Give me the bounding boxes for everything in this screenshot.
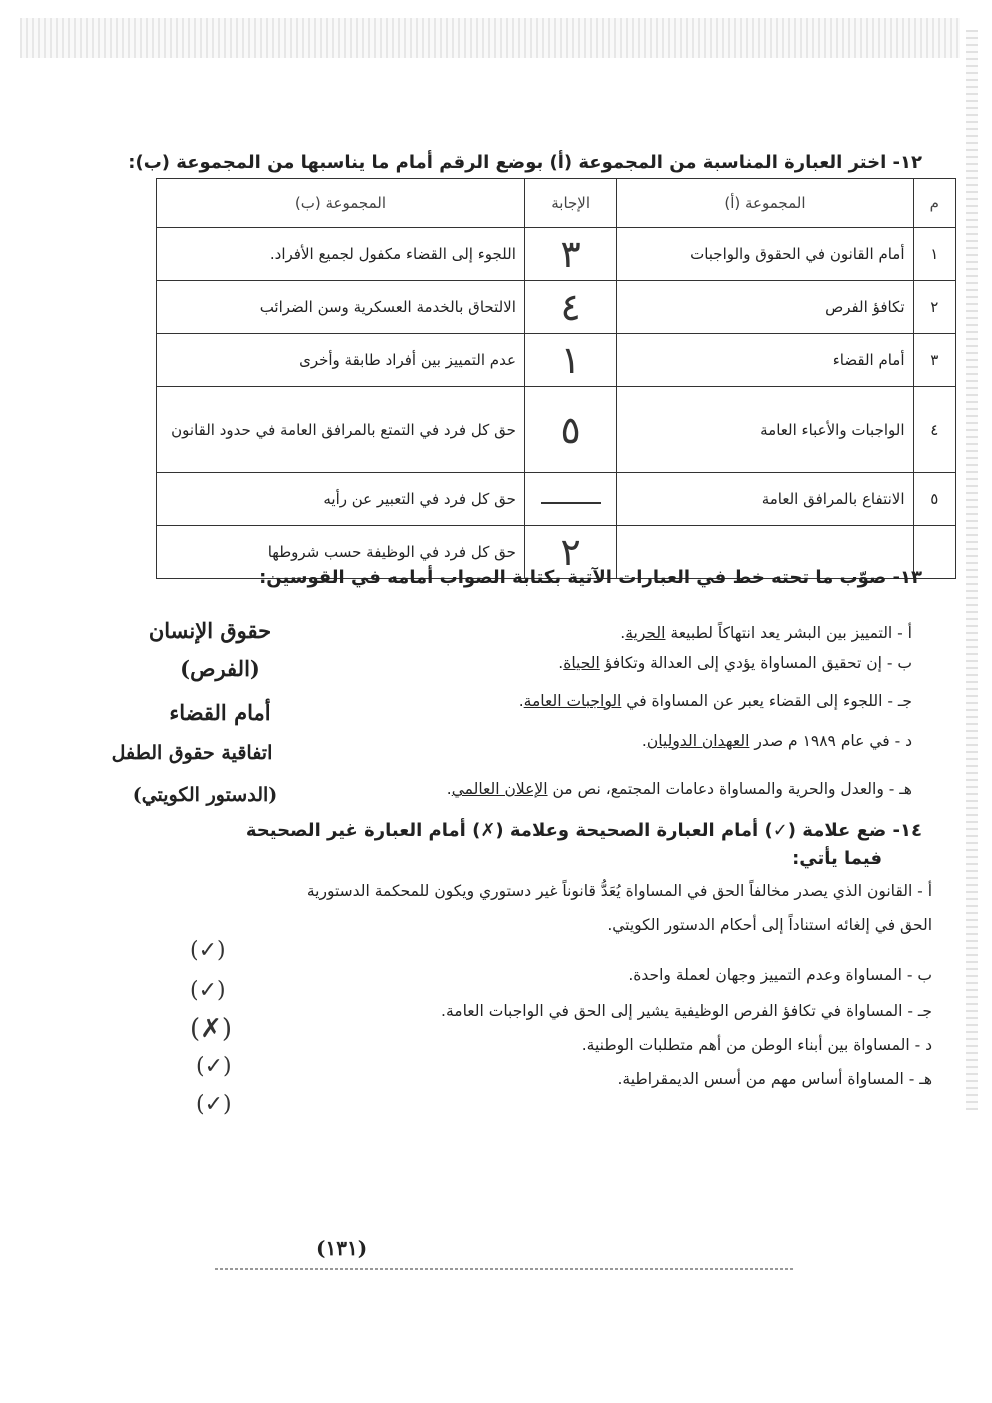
row-group-b: عدم التمييز بين أفراد طابقة وأخرى — [157, 334, 525, 387]
row-group-a: الواجبات والأعباء العامة — [617, 387, 913, 473]
row-answer: ٥ — [524, 387, 617, 473]
item-text: هـ - والعدل والحرية والمساواة دعامات المجتمع، نص من — [547, 780, 912, 798]
q14-item-e: هـ - المساواة أساس مهم من أسس الديمقراطية. — [617, 1070, 932, 1088]
table-row — [157, 228, 956, 281]
q13-item-d — [352, 730, 912, 752]
underlined-term: الواجبات العامة — [523, 692, 622, 710]
row-answer: ٤ — [524, 281, 617, 334]
handwritten-answer: أمام القضاء — [169, 700, 271, 725]
handwritten-answer: اتفاقية حقوق الطفل — [111, 742, 273, 764]
q13-title: ١٣- صوّب ما تحته خط في العبارات الآتية بكتابة الصواب أمامه في القوسين: — [259, 567, 922, 588]
item-text: د - في عام ١٩٨٩ م صدر — [749, 732, 912, 750]
check-mark-icon: (✓) — [190, 938, 226, 963]
row-num: ٤ — [913, 387, 955, 473]
row-answer: ٣ — [524, 228, 617, 281]
scan-noise-right — [966, 30, 978, 1110]
row-num: ٣ — [913, 334, 955, 387]
row-answer: ٢ — [524, 526, 617, 579]
row-group-b: حق كل فرد في التعبير عن رأيه — [157, 473, 525, 526]
header-answer: الإجابة — [524, 179, 617, 228]
row-group-a: أمام القضاء — [617, 334, 913, 387]
header-group-a: المجموعة (أ) — [617, 179, 913, 228]
underlined-term: الإعلان العالمي — [451, 780, 548, 798]
q13-item-b — [352, 652, 912, 674]
table-header-row — [157, 179, 956, 228]
item-text: أ - التمييز بين البشر يعد انتهاكاً لطبيعة — [665, 624, 912, 642]
row-num: ١ — [913, 228, 955, 281]
row-answer — [524, 473, 617, 526]
handwritten-answer: (الفرص) — [180, 656, 260, 681]
row-group-a: الانتفاع بالمرافق العامة — [617, 473, 913, 526]
item-end: . — [641, 732, 647, 750]
item-end: . — [518, 692, 524, 710]
row-group-b: حق كل فرد في الوظيفة حسب شروطها — [157, 526, 525, 579]
cross-mark-icon: (✗) — [190, 1014, 233, 1044]
row-group-a: تكافؤ الفرص — [617, 281, 913, 334]
q13-item-c — [352, 690, 912, 712]
q14-item-d: د - المساواة بين أبناء الوطن من أهم متطلبات الوطنية. — [581, 1036, 932, 1054]
footer-divider — [215, 1268, 795, 1270]
handwritten-answer: حقوق الإنسان — [148, 618, 272, 643]
header-num: م — [913, 179, 955, 228]
underlined-term: الحرية — [625, 624, 666, 642]
row-answer: ١ — [524, 334, 617, 387]
table-row — [157, 473, 956, 526]
check-mark-icon: (✓) — [196, 1054, 232, 1079]
q14-item-c: جـ - المساواة في تكافؤ الفرص الوظيفية يشير إلى الحق في الواجبات العامة. — [441, 1002, 932, 1020]
q14-title: ١٤- ضع علامة (✓) أمام العبارة الصحيحة وعلامة (✗) أمام العبارة غير الصحيحة — [245, 820, 922, 841]
table-row — [157, 334, 956, 387]
row-group-b: اللجوء إلى القضاء مكفول لجميع الأفراد. — [157, 228, 525, 281]
q14-item-a-line2: الحق في إلغائه استناداً إلى أحكام الدستور الكويتي. — [607, 916, 932, 934]
page-number: (١٣١) — [316, 1236, 368, 1260]
q13-item-a — [352, 622, 912, 644]
q12-title: ١٢- اختر العبارة المناسبة من المجموعة (أ) بوضع الرقم أمام ما يناسبها من المجموعة (ب): — [128, 152, 922, 173]
header-group-b: المجموعة (ب) — [157, 179, 525, 228]
item-text: ب - إن تحقيق المساواة يؤدي إلى العدالة وتكافؤ — [599, 654, 912, 672]
item-end: . — [620, 624, 626, 642]
row-group-a: أمام القانون في الحقوق والواجبات — [617, 228, 913, 281]
handwritten-answer: (الدستور الكويتي) — [132, 784, 278, 806]
row-num: ٥ — [913, 473, 955, 526]
answer-dash — [541, 502, 601, 504]
underlined-term: العهدان الدوليان — [646, 732, 750, 750]
check-mark-icon: (✓) — [190, 978, 226, 1003]
q13-item-e — [352, 778, 912, 800]
table-row — [157, 387, 956, 473]
item-end: . — [558, 654, 564, 672]
underlined-term: الحياة — [563, 654, 600, 672]
q14-title-line2: فيما يأتي: — [792, 848, 882, 869]
table-row — [157, 281, 956, 334]
item-end: . — [446, 780, 452, 798]
row-group-b: حق كل فرد في التمتع بالمرافق العامة في حدود القانون — [157, 387, 525, 473]
q14-item-a-line1: أ - القانون الذي يصدر مخالفاً الحق في المساواة يُعَدُّ قانوناً غير دستوري ويكون للمحكمة الدستورية — [306, 882, 932, 900]
scan-noise-top — [20, 18, 960, 58]
item-text: جـ - اللجوء إلى القضاء يعبر عن المساواة في — [621, 692, 912, 710]
row-group-b: الالتحاق بالخدمة العسكرية وسن الضرائب — [157, 281, 525, 334]
matching-table — [156, 178, 956, 579]
row-num: ٢ — [913, 281, 955, 334]
q14-item-b: ب - المساواة وعدم التمييز وجهان لعملة واحدة. — [628, 966, 932, 984]
check-mark-icon: (✓) — [196, 1092, 232, 1117]
